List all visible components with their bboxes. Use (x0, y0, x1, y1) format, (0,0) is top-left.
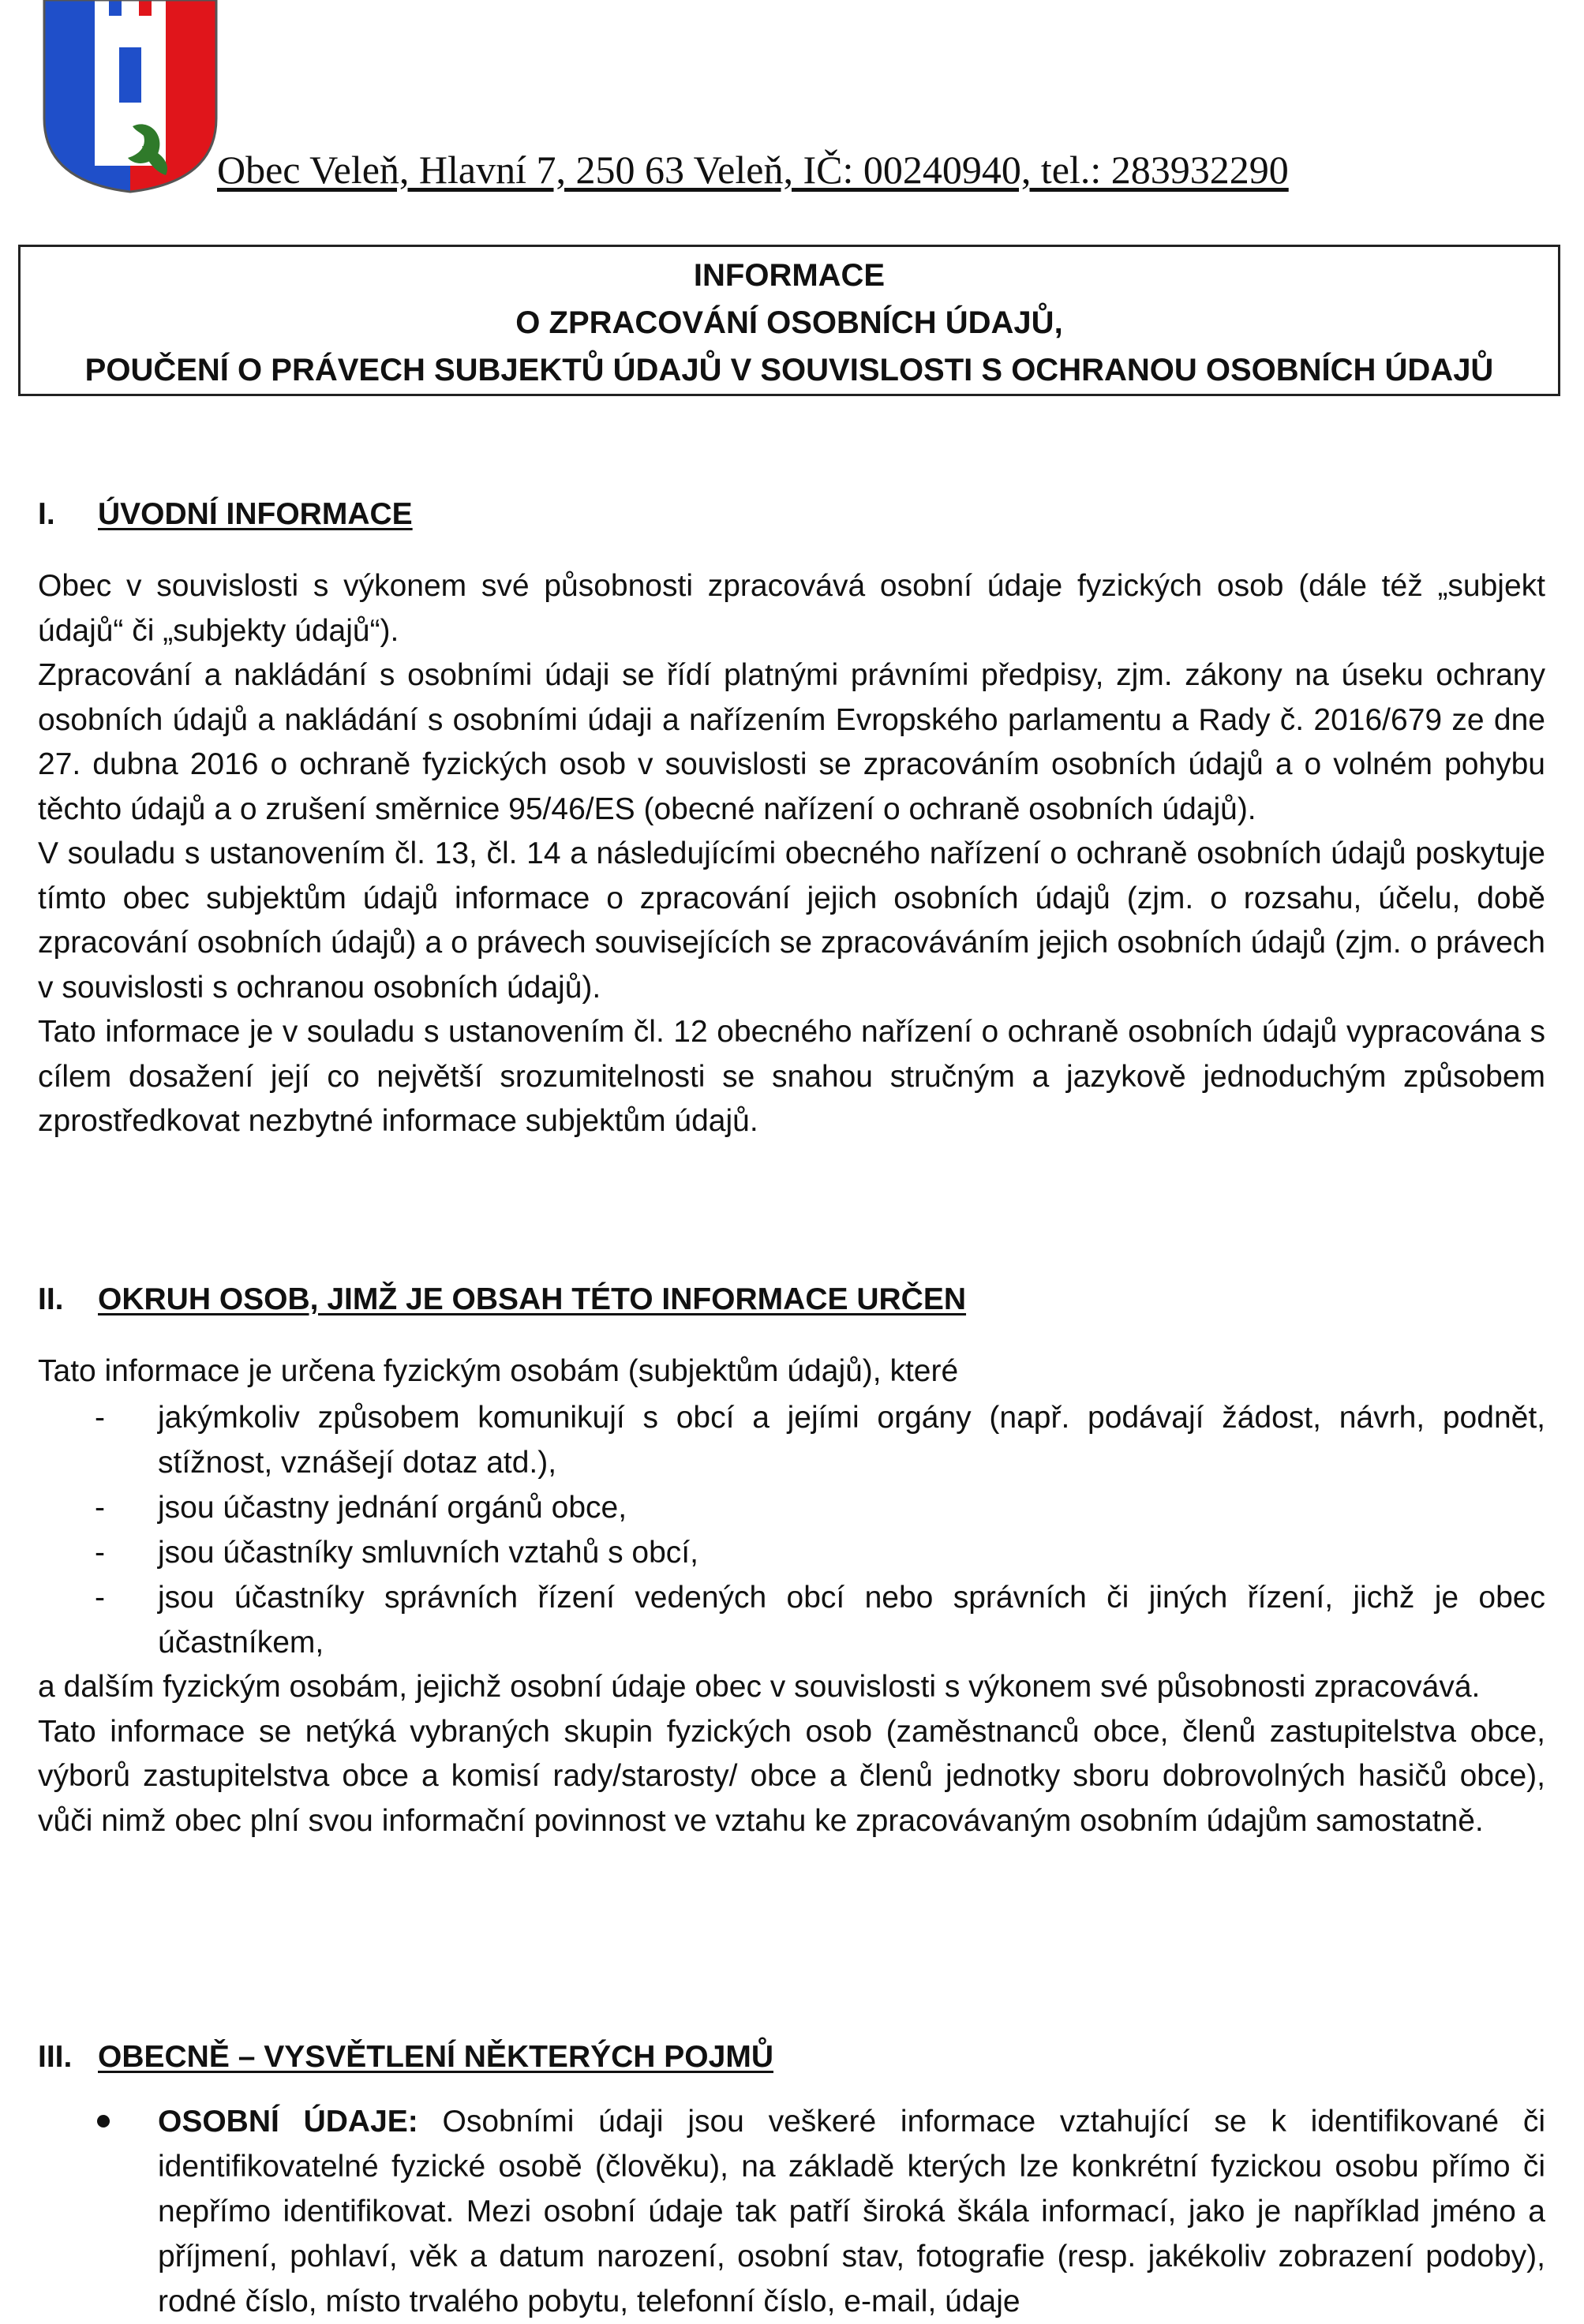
title-line-1: INFORMACE (693, 258, 886, 293)
section-3-heading (38, 2040, 773, 2075)
section-3-title: OBECNĚ – VYSVĚTLENÍ NĚKTERÝCH POJMŮ (98, 2040, 773, 2074)
title-line-3: POUČENÍ O PRÁVECH SUBJEKTŮ ÚDAJŮ V SOUVISLOSTI S OCHRANOU OSOBNÍCH ÚDAJŮ (84, 353, 1494, 387)
dash-marker: - (95, 1491, 105, 1525)
document-title-box (18, 245, 1560, 396)
dash-marker: - (95, 1581, 105, 1615)
list-item: - jsou účastníky správních řízení vedených obcí nebo správních či jiných řízení, jichž je obec účastníkem, (38, 1575, 1545, 1665)
section-2-title: OKRUH OSOB, JIMŽ JE OBSAH TÉTO INFORMACE URČEN (98, 1282, 967, 1316)
section-3-bullet-item (38, 2099, 1545, 2324)
bullet-term: OSOBNÍ ÚDAJE: (158, 2105, 418, 2139)
section-2-list (38, 1395, 1545, 1665)
section-2-heading (38, 1282, 966, 1317)
coat-of-arms-logo (39, 0, 221, 193)
section-1-heading (38, 497, 413, 532)
section-1-paragraph: V souladu s ustanovením čl. 13, čl. 14 a následujícími obecného nařízení o ochraně osobních údajů poskytuje tímto obec subjektům údajů informace o zpracování jejich osobních údajů (zjm. o rozsahu, účelu, době zpracování osobních údajů) a o právech souvisejících se zpracováváním jejich osobních údajů (zjm. o právech v souvislosti s ochranou osobních údajů). (38, 836, 1545, 1005)
section-1-number: I. (38, 497, 55, 531)
section-1-title: ÚVODNÍ INFORMACE (98, 497, 413, 531)
bullet-dot-icon (97, 2115, 110, 2128)
title-line-2: O ZPRACOVÁNÍ OSOBNÍCH ÚDAJŮ, (515, 305, 1063, 340)
section-3-number: III. (38, 2040, 73, 2074)
section-2-body (38, 1665, 1545, 1843)
section-2-after-list: a dalším fyzickým osobám, jejichž osobní údaje obec v souvislosti s výkonem své působnosti zpracovává. (38, 1670, 1481, 1704)
section-2-closing: Tato informace se netýká vybraných skupin fyzických osob (zaměstnanců obce, členů zastupitelstva obce, výborů zastupitelstva obce a komisí rady/starosty/ obce a členů jednotky sboru dobrovolných hasičů obce), vůči nimž obec plní svou informační povinnost ve vztahu ke zpracovávaným osobním údajům samostatně. (38, 1714, 1545, 1838)
dash-marker: - (95, 1401, 105, 1435)
list-item: - jsou účastny jednání orgánů obce, (38, 1485, 1545, 1530)
section-1-body (38, 564, 1545, 1144)
section-2-intro: Tato informace je určena fyzickým osobám (subjektům údajů), které (38, 1354, 959, 1388)
section-1-paragraph: Obec v souvislosti s výkonem své působnosti zpracovává osobní údaje fyzických osob (dále též „subjekt údajů“ či „subjekty údajů“). (38, 569, 1545, 648)
section-1-paragraph: Tato informace je v souladu s ustanovením čl. 12 obecného nařízení o ochraně osobních údajů vypracována s cílem dosažení její co největší srozumitelnosti se snahou stručným a jazykově jednoduchým způsobem zprostředkovat nezbytné informace subjektům údajů. (38, 1015, 1545, 1138)
bullet-text: Osobními údaji jsou veškeré informace vztahující se k identifikované či identifikovatelné fyzické osobě (člověku), na základě kterých lze konkrétní fyzickou osobu přímo či nepřímo identifikovat. Mezi osobní údaje tak patří široká škála informací, jako je například jméno a příjmení, pohlaví, věk a datum narození, osobní stav, fotografie (resp. jakékoliv zobrazení podoby), rodné číslo, místo trvalého pobytu, telefonní číslo, e-mail, údaje (158, 2105, 1545, 2318)
list-item: - jsou účastníky smluvních vztahů s obcí, (38, 1530, 1545, 1575)
section-1-paragraph: Zpracování a nakládání s osobními údaji se řídí platnými právními předpisy, zjm. zákony na úseku ochrany osobních údajů a nakládání s osobními údaji a nařízením Evropského parlamentu a Rady č. 2016/679 ze dne 27. dubna 2016 o ochraně fyzických osob v souvislosti se zpracováním osobních údajů a o volném pohybu těchto údajů a o zrušení směrnice 95/46/ES (obecné nařízení o ochraně osobních údajů). (38, 658, 1545, 826)
dash-marker: - (95, 1536, 105, 1570)
list-item: - jakýmkoliv způsobem komunikují s obcí a jejími orgány (např. podávají žádost, návrh, podnět, stížnost, vznášejí dotaz atd.), (38, 1395, 1545, 1485)
municipality-address-line: Obec Veleň, Hlavní 7, 250 63 Veleň, IČ: 00240940, tel.: 283932290 (217, 148, 1289, 192)
section-2-number: II. (38, 1282, 64, 1316)
